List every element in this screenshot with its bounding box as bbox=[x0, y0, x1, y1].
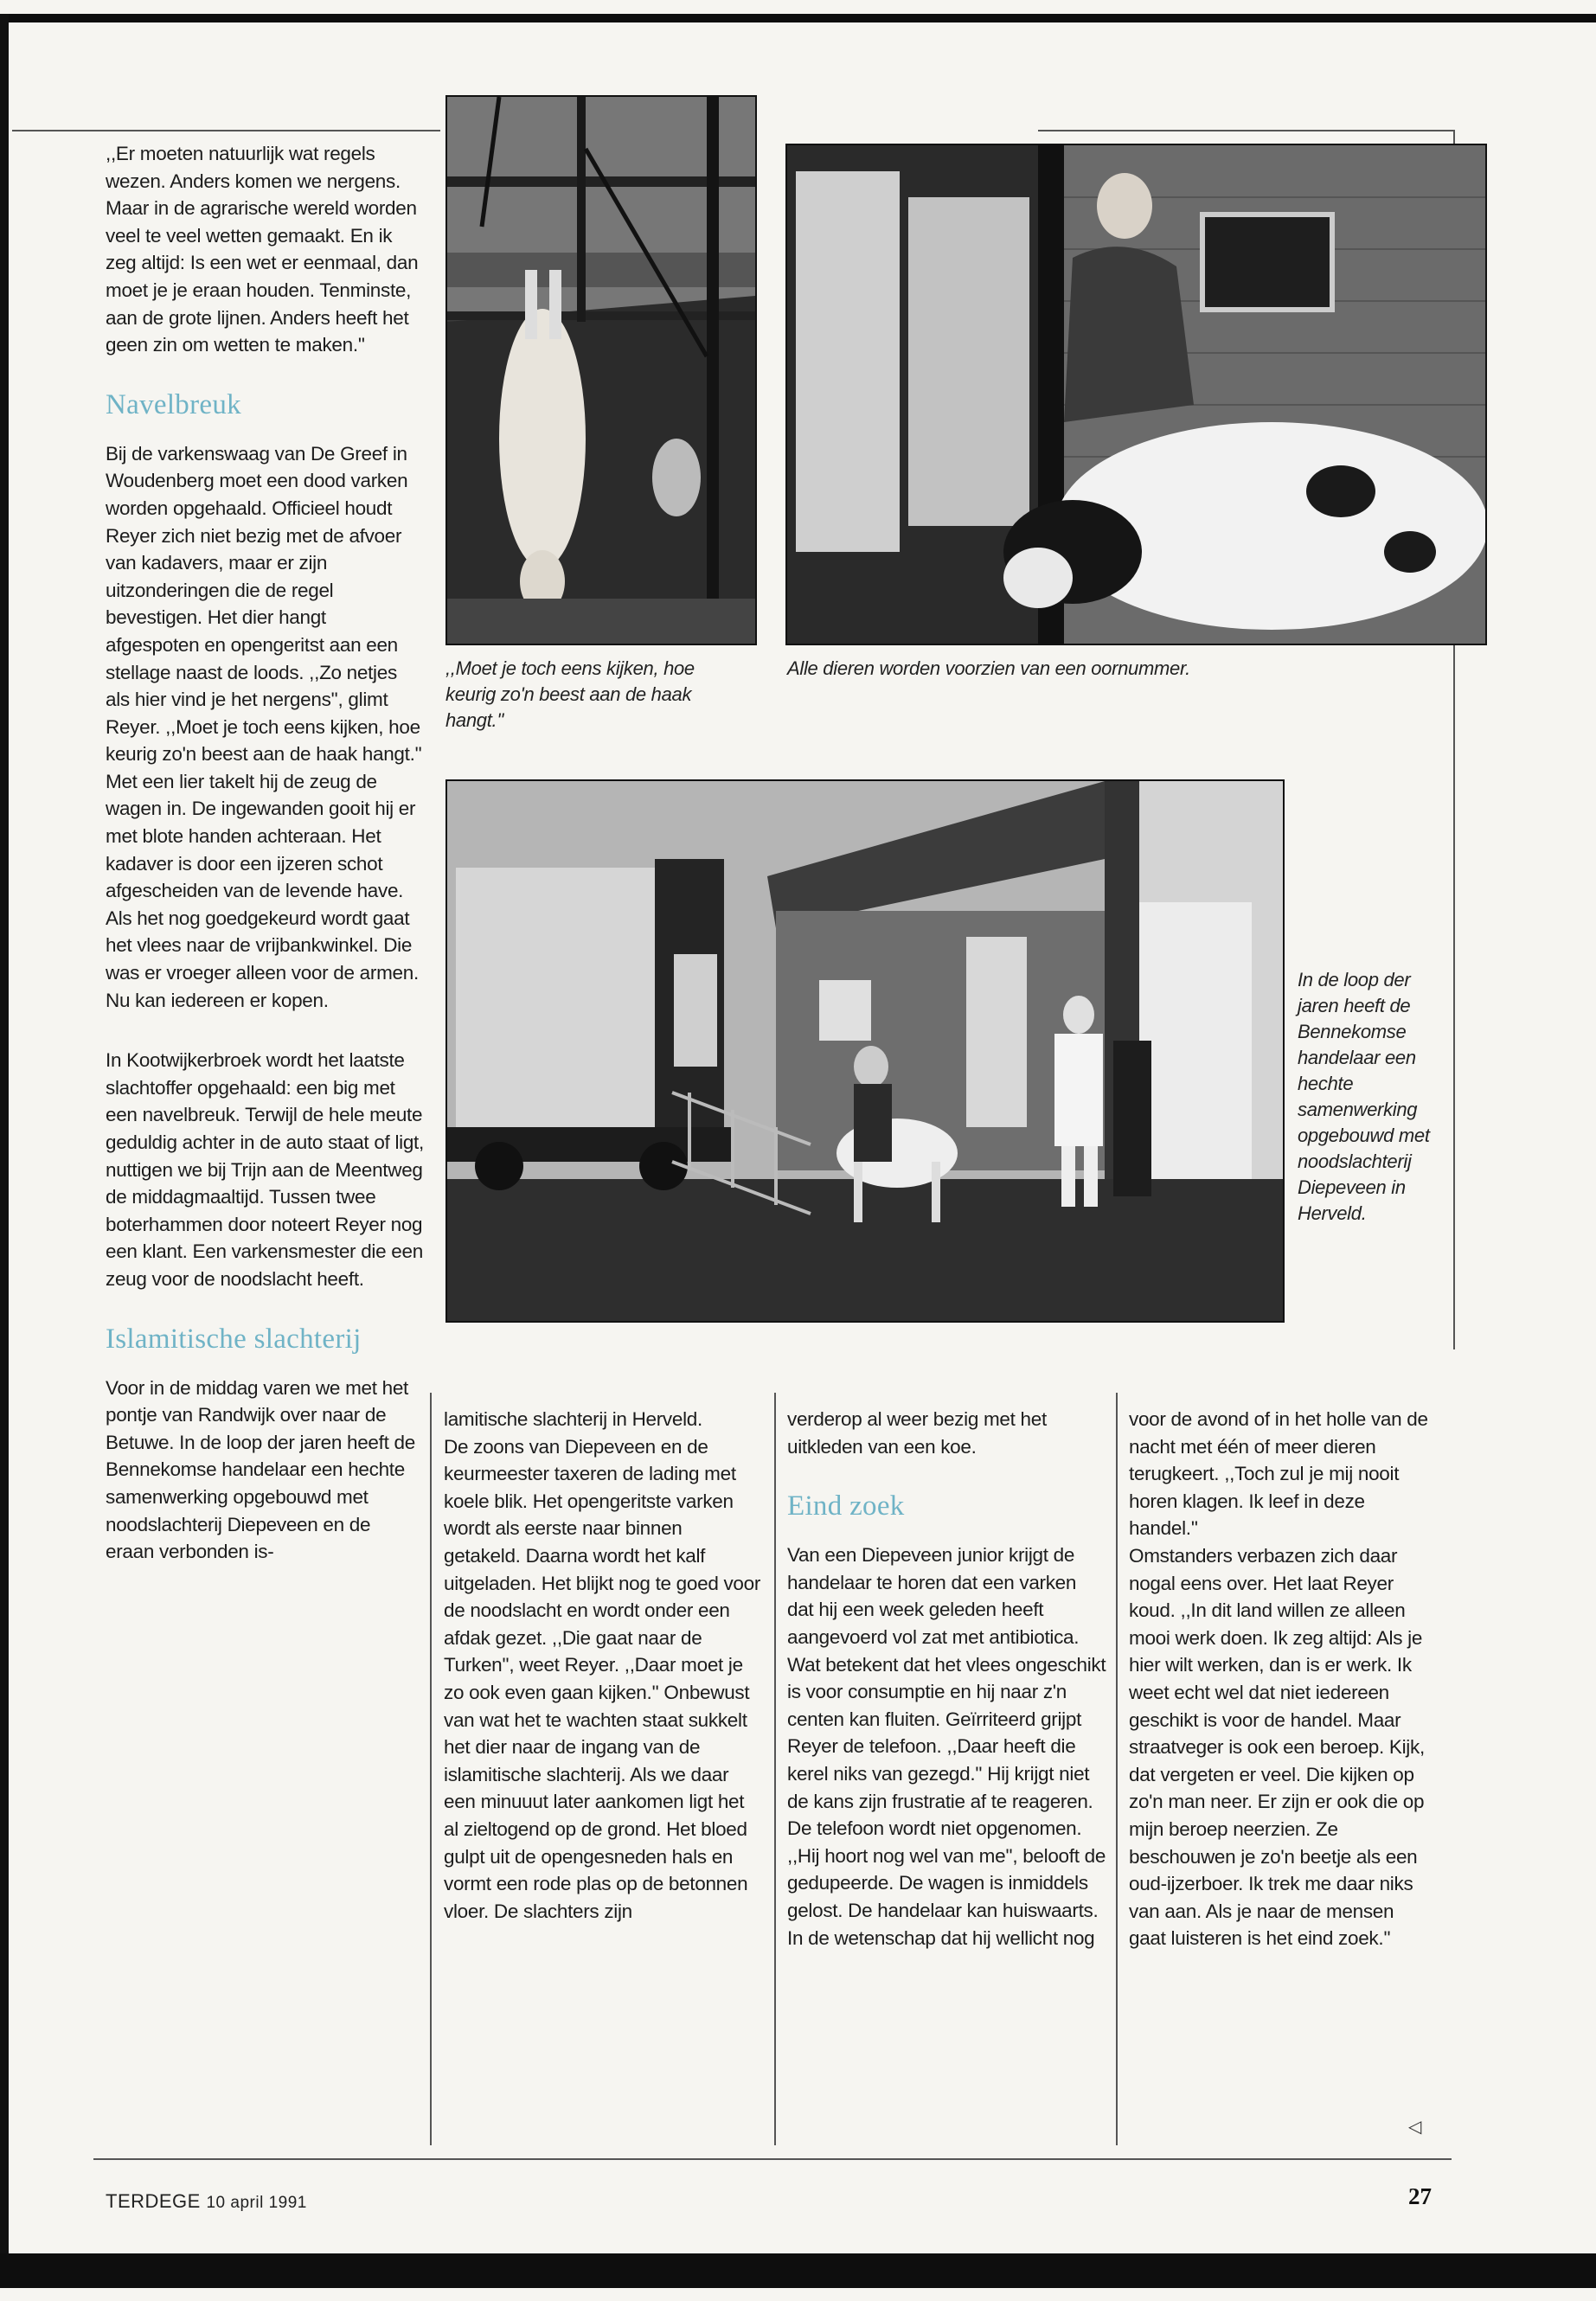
caption-photo-3: In de loop der jaren heeft de Bennekomse handelaar een hechte samenwerking opgebouwd met noodslachterij Diepeveen in Herveld. bbox=[1298, 969, 1430, 1224]
top-border bbox=[0, 14, 1596, 22]
paragraph: lamitische slachterij in Herveld. bbox=[444, 1408, 702, 1430]
column-divider-1 bbox=[430, 1393, 432, 2145]
paragraph: Omstanders verbazen zich daar nogal eens over. Het laat Reyer koud. ,,In dit land willen ze alleen mooi werk doen. Ik zeg altijd: Als je hier wilt werken, dan is er werk. Ik weet echt wel dat niet iedereen geschikt is voor de handel. Maar straatveger is ook een beroep. Kijk, dat vergeten er veel. Die kijken op zo'n man neer. Er zijn er ook die op mijn beroep neerzien. Ze beschouwen je zo'n beetje als een oud-ijzerboer. Ik trek me daar niks van aan. Als je naar de mensen gaat luisteren is het eind zoek.'' bbox=[1129, 1544, 1425, 1950]
paragraph: De zoons van Diepeveen en de keurmeester taxeren de lading met koele blik. Het opengeritste varken wordt als eerste naar binnen getakeld. Daarna wordt het kalf uitgeladen. Het blijkt nog te goed voor de noodslacht en wordt onder een afdak gezet. ,,Die gaat naar de Turken'', weet Reyer. ,,Daar moet je zo ook even gaan kijken.'' Onbewust van wat het te wachten staat sukkelt het dier naar de ingang van de islamitische slachterij. Als we daar een minuuut later aankomen ligt het al zieltogend op de grond. Het bloed gulpt uit de opengesneden hals en vormt een rode plas op de betonnen vloer. De slachters zijn bbox=[444, 1435, 761, 1922]
caption-photo-1: ,,Moet je toch eens kijken, hoe keurig zo'n beest aan de haak hangt.'' bbox=[445, 657, 695, 731]
photo-hanging-pig bbox=[445, 95, 757, 645]
top-rule bbox=[12, 130, 440, 131]
paragraph: Voor in de middag varen we met het pontje van Randwijk over naar de Betuwe. In de loop der jaren heeft de Bennekomse handelaar een hechte samenwerking opgebouwd met noodslachterij Diepeveen en de eraan verbonden is- bbox=[106, 1376, 415, 1563]
bottom-rule bbox=[93, 2158, 1452, 2160]
heading-navelbreuk: Navelbreuk bbox=[106, 388, 241, 420]
heading-islamitische-slachterij: Islamitische slachterij bbox=[106, 1323, 362, 1355]
photo-calf-ear-tag bbox=[785, 144, 1487, 645]
heading-eind-zoek: Eind zoek bbox=[787, 1490, 905, 1522]
end-mark-icon: ◁ bbox=[1408, 2118, 1422, 2137]
article-column-3 bbox=[787, 1406, 1107, 1952]
paragraph: voor de avond of in het holle van de nacht met één of meer dieren terugkeert. ,,Toch zul je mij nooit horen klagen. Ik leef in deze handel.'' bbox=[1129, 1408, 1428, 1540]
left-border bbox=[0, 14, 9, 2254]
article-column-2 bbox=[444, 1406, 764, 1925]
page-number: 27 bbox=[1408, 2183, 1432, 2209]
paragraph: Van een Diepeveen junior krijgt de handelaar te horen dat een varken dat hij een week geleden heeft aangevoerd vol zat met antibiotica. Wat betekent dat het vlees ongeschikt is voor consumptie en hij naar z'n centen kan fluiten. Geïrriteerd grijpt Reyer de telefoon. ,,Daar heeft die kerel niks van gezegd.'' Hij krijgt niet de kans zijn frustratie af te reageren. De telefoon wordt niet opgenomen. ,,Hij hoort nog wel van me'', belooft de gedupeerde. De wagen is inmiddels gelost. De handelaar kan huiswaarts. In de wetenschap dat hij wellicht nog bbox=[787, 1544, 1106, 1949]
opening-quote: ,,Er moeten natuurlijk wat regels wezen. Anders komen we nergens. Maar in de agrarische wereld worden veel te veel wetten gemaakt. En ik zeg altijd: Is een wet er eenmaal, dan moet je je eraan houden. Tenminste, aan de grote lijnen. Anders heeft het geen zin om wetten te maken.'' bbox=[106, 143, 419, 356]
top-rule-right bbox=[1038, 130, 1453, 131]
paragraph: Met een lier takelt hij de zeug de wagen in. De ingewanden gooit hij er met blote handen achteraan. Het kadaver is door een ijzeren schot afgescheiden van de levende have. Als het nog goedgekeurd wordt gaat het vlees naar de vrijbankwinkel. Die was er vroeger alleen voor de armen. Nu kan iedereen er kopen. bbox=[106, 770, 419, 1011]
footer-publication bbox=[106, 2190, 307, 2213]
article-column-4 bbox=[1129, 1406, 1430, 1952]
calf-ear-tag-image bbox=[787, 145, 1485, 644]
magazine-name: TERDEGE bbox=[106, 2190, 201, 2212]
caption-photo-2: Alle dieren worden voorzien van een oornummer. bbox=[787, 657, 1190, 679]
column-divider-2 bbox=[774, 1393, 776, 2145]
column-divider-3 bbox=[1116, 1393, 1118, 2145]
issue-date: 10 april 1991 bbox=[206, 2194, 307, 2212]
hanging-pig-image bbox=[447, 97, 755, 644]
truck-slaughterhouse-image bbox=[447, 781, 1283, 1321]
paragraph: In Kootwijkerbroek wordt het laatste slachtoffer opgehaald: een big met een navelbreuk. Terwijl de hele meute geduldig achter in de auto staat of ligt, nuttigen we bij Trijn aan de Meentweg de middagmaaltijd. Tussen twee boterhammen door noteert Reyer nog een klant. Een varkensmester die een zeug voor de noodslacht heeft. bbox=[106, 1049, 424, 1290]
paragraph: verderop al weer bezig met het uitkleden van een koe. bbox=[787, 1408, 1047, 1458]
bottom-border bbox=[0, 2253, 1596, 2288]
photo-truck-slaughterhouse bbox=[445, 779, 1285, 1323]
article-column-1 bbox=[106, 140, 424, 1566]
paragraph: Bij de varkenswaag van De Greef in Woudenberg moet een dood varken worden opgehaald. Officieel houdt Reyer zich niet bezig met de afvoer van kadavers, maar er zijn uitzonderingen die de regel bevestigen. Het dier hangt afgespoten en opengeritst aan een stellage naast de loods. ,,Zo netjes als hier vind je het nergens'', glimt Reyer. ,,Moet je toch eens kijken, hoe keurig zo'n beest aan de haak hangt.'' bbox=[106, 442, 422, 766]
